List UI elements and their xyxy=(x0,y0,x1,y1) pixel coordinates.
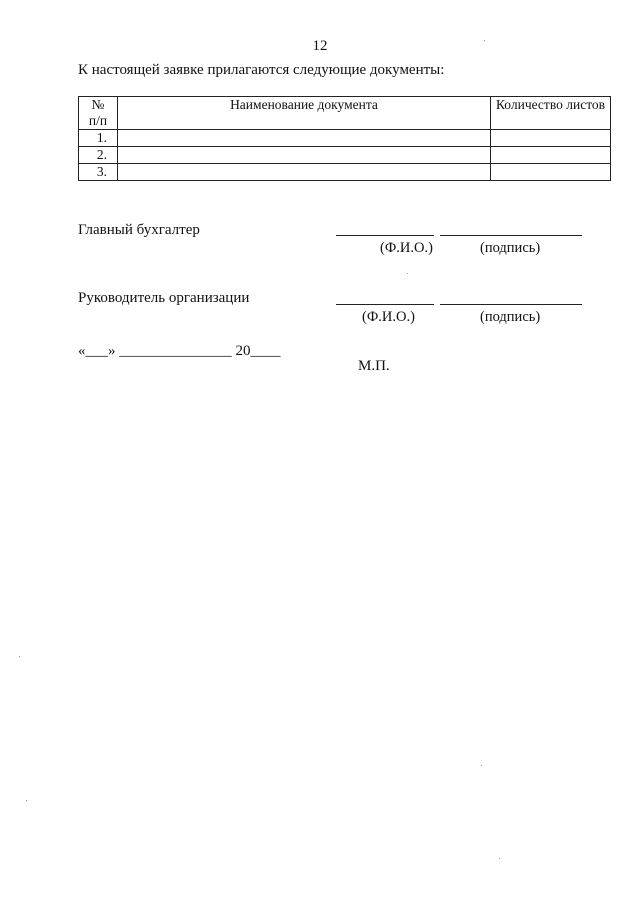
row-sheet-count[interactable] xyxy=(491,164,611,181)
page-number: 12 xyxy=(312,38,328,54)
header-sheet-count: Количество листов xyxy=(491,97,611,130)
scan-speck xyxy=(481,765,482,766)
documents-table xyxy=(78,96,611,181)
chief-accountant-signature-line[interactable] xyxy=(440,235,582,236)
intro-text: К настоящей заявке прилагаются следующие документы: xyxy=(78,62,445,78)
table-row xyxy=(79,130,611,147)
header-number xyxy=(79,97,118,130)
row-sheet-count[interactable] xyxy=(491,147,611,164)
row-number: 2. xyxy=(79,147,118,164)
header-number-line2: п/п xyxy=(88,113,108,128)
head-signature-caption: (подпись) xyxy=(480,309,541,325)
head-fio-line[interactable] xyxy=(336,304,434,305)
scan-speck xyxy=(499,858,500,859)
scan-speck xyxy=(26,800,27,801)
row-sheet-count[interactable] xyxy=(491,130,611,147)
chief-accountant-fio-line[interactable] xyxy=(336,235,434,236)
chief-accountant-label: Главный бухгалтер xyxy=(78,222,200,238)
table-row xyxy=(79,164,611,181)
chief-accountant-fio-caption: (Ф.И.О.) xyxy=(380,240,433,256)
row-document-name[interactable] xyxy=(118,164,491,181)
row-document-name[interactable] xyxy=(118,130,491,147)
head-fio-caption: (Ф.И.О.) xyxy=(362,309,415,325)
head-signature-line[interactable] xyxy=(440,304,582,305)
row-document-name[interactable] xyxy=(118,147,491,164)
scan-speck xyxy=(484,40,485,41)
header-number-line1: № xyxy=(91,97,105,112)
table-row xyxy=(79,147,611,164)
stamp-label: М.П. xyxy=(358,358,390,374)
date-line[interactable]: «___» _______________ 20____ xyxy=(78,343,281,359)
header-document-name: Наименование документа xyxy=(118,97,491,130)
head-of-organization-label: Руководитель организации xyxy=(78,290,250,306)
table-header-row xyxy=(79,97,611,130)
row-number: 3. xyxy=(79,164,118,181)
chief-accountant-signature-caption: (подпись) xyxy=(480,240,541,256)
scan-speck xyxy=(19,656,20,657)
row-number: 1. xyxy=(79,130,118,147)
scan-speck xyxy=(407,273,408,274)
